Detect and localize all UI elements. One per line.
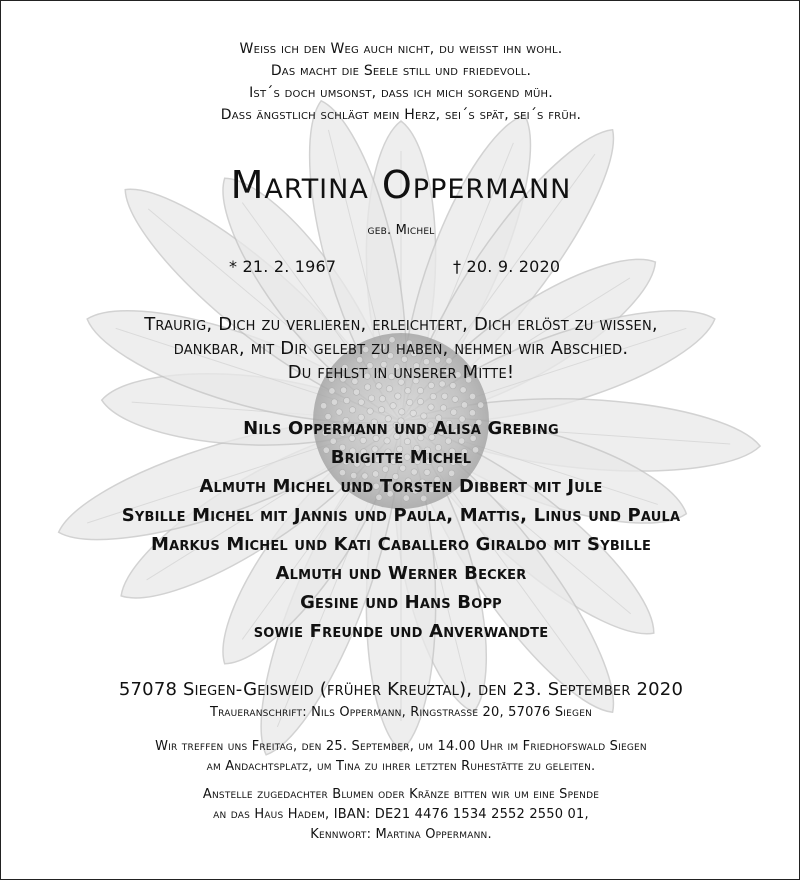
poem-line: Weiss ich den Weg auch nicht, du weisst ihn wohl. [239,41,563,57]
birth-name: geb. Michel [367,223,435,238]
death-date: † 20. 9. 2020 [453,257,561,276]
message-line: Du fehlst in unserer Mitte! [287,362,515,383]
mourner-line: sowie Freunde und Anverwandte [253,621,549,642]
birth-date: * 21. 2. 1967 [229,257,337,276]
donation-line: an das Haus Hadem, IBAN: DE21 4476 1534 2552 2550 01, [213,807,589,822]
mourner-line: Gesine und Hans Bopp [300,592,502,613]
mourner-line: Sybille Michel mit Jannis und Paula, Mattis, Linus und Paula [121,505,681,526]
poem-line: Dass ängstlich schlägt mein Herz, sei´s spät, sei´s früh. [220,107,582,123]
life-dates [1,257,800,279]
mourner-line: Brigitte Michel [330,447,472,468]
message-line: Traurig, Dich zu verlieren, erleichtert, Dich erlöst zu wissen, [144,314,658,335]
place-date: 57078 Siegen-Geisweid (früher Kreuztal), den 23. September 2020 [118,679,684,700]
mourner-line: Nils Oppermann und Alisa Grebing [243,418,559,439]
poem-line: Ist´s doch umsonst, dass ich mich sorgend müh. [249,85,553,101]
mourner-line: Markus Michel und Kati Caballero Giraldo mit Sybille [150,534,652,555]
donation-line: Kennwort: Martina Oppermann. [310,827,492,842]
donation-line: Anstelle zugedachter Blumen oder Kränze bitten wir um eine Spende [202,787,600,802]
funeral-line: am Andachtsplatz, um Tina zu ihrer letzten Ruhestätte zu geleiten. [206,759,596,774]
message-line: dankbar, mit Dir gelebt zu haben, nehmen wir Abschied. [173,338,629,359]
mourning-address: Traueranschrift: Nils Oppermann, Ringstrasse 20, 57076 Siegen [209,705,593,720]
poem-line: Das macht die Seele still und friedevoll. [270,63,532,79]
deceased-name: Martina Oppermann [230,163,572,207]
mourner-line: Almuth und Werner Becker [275,563,527,584]
mourner-line: Almuth Michel und Torsten Dibbert mit Jule [199,476,603,497]
funeral-line: Wir treffen uns Freitag, den 25. September, um 14.00 Uhr im Friedhofswald Siegen [155,739,647,754]
